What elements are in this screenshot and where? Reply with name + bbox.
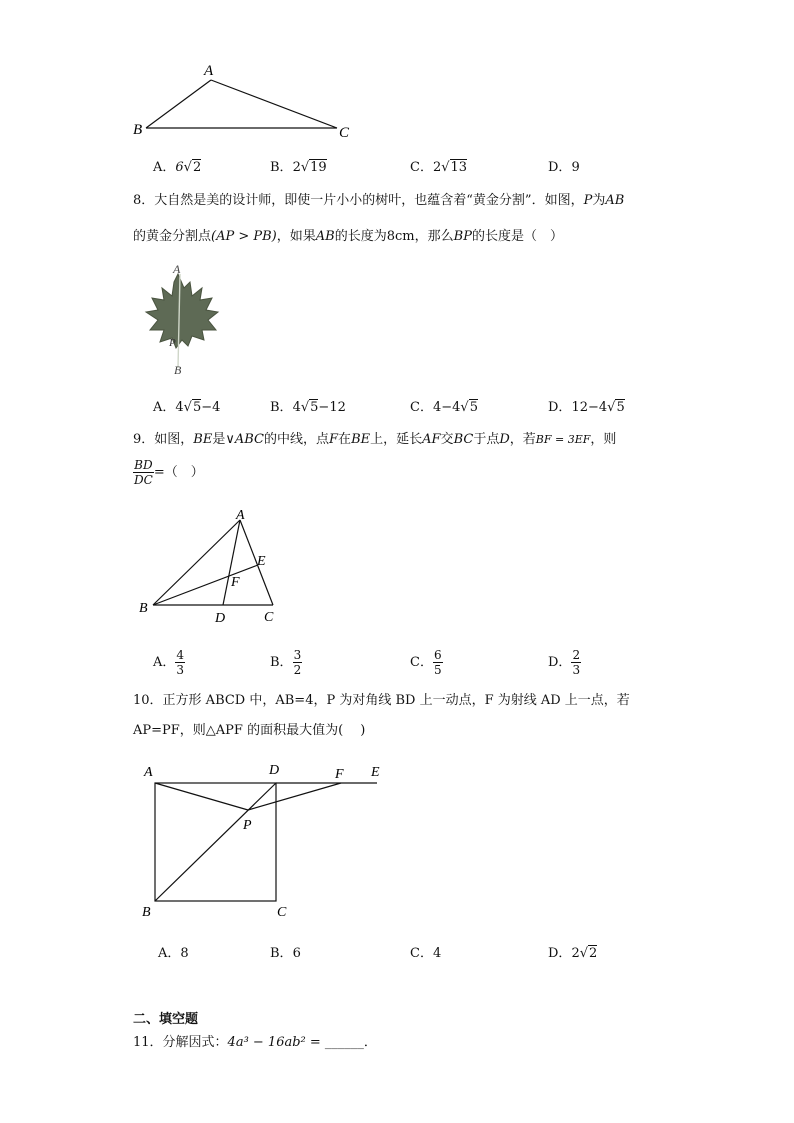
q10-option-a-text: 8 — [180, 946, 189, 961]
q9-option-c[interactable] — [410, 648, 443, 677]
q9-text-g: ，若 — [509, 432, 536, 447]
q10-option-d-coef: 2 — [571, 946, 580, 961]
q10-option-b[interactable] — [270, 942, 301, 961]
q8-var-p: P — [583, 193, 593, 208]
q9-triangle-figure — [133, 505, 293, 630]
q8-label-b: B — [174, 363, 182, 377]
q7-option-b-letter: B． — [270, 160, 293, 175]
q9-var-f: F — [329, 432, 339, 447]
q9-var-d: D — [499, 432, 510, 447]
q11-text-a: 11．分解因式： — [133, 1035, 228, 1050]
q10-label-b: B — [142, 905, 151, 920]
q10-label-d: D — [269, 763, 280, 778]
q8-option-c[interactable]: C．4−4√5 — [410, 400, 478, 415]
q7-option-c-letter: C． — [410, 160, 433, 175]
q8-option-c-letter: C． — [410, 400, 433, 415]
q9-label-b: B — [139, 601, 148, 616]
q7-option-a-coef: 6 — [175, 160, 184, 175]
q9-num: 9．如图， — [133, 432, 194, 447]
q8-line1-text-a: 8．大自然是美的设计师，即使一片小小的树叶，也蕴含着“黄金分割”．如图， — [133, 193, 584, 208]
q7-option-a-radicand: 2 — [192, 160, 202, 175]
q7-option-d-letter: D． — [548, 160, 572, 175]
q8-line1 — [133, 192, 624, 210]
q9-text-b: 的中线，点 — [264, 432, 330, 447]
q9-label-c: C — [264, 610, 274, 625]
q10-option-c-letter: C． — [410, 946, 433, 961]
section-heading-fill-blank: 二、填空题 — [133, 1012, 199, 1027]
q9-text-d: 上，延长 — [370, 432, 423, 447]
q8-line2-text-b: ，如果 — [276, 229, 316, 244]
q9-option-a[interactable] — [153, 648, 185, 677]
q8-condition: (AP > PB) — [211, 229, 277, 244]
q9-side-ab — [153, 520, 240, 605]
q9-option-b[interactable] — [270, 648, 302, 677]
q9-text-e: 交 — [440, 432, 454, 447]
q8-option-b-post: −12 — [318, 400, 346, 415]
q9-triangle-name: ∨ABC — [225, 432, 264, 447]
q9-option-c-letter: C． — [410, 655, 433, 670]
q7-option-b[interactable]: B．2√19 — [270, 160, 327, 175]
q8-option-d-letter: D． — [548, 400, 572, 415]
q11-line — [133, 1034, 377, 1052]
q9-text-a: 是 — [212, 432, 226, 447]
q11-expression: 4a³ − 16ab² = — [227, 1035, 325, 1050]
q8-label-p: P — [169, 337, 176, 349]
q10-option-d-letter: D． — [548, 946, 572, 961]
q7-label-c: C — [339, 125, 350, 141]
q9-option-a-letter: A． — [153, 655, 176, 670]
q8-var-bp: BP — [453, 229, 472, 244]
q9-var-be: BE — [193, 432, 213, 447]
q8-leaf-shape — [146, 274, 218, 348]
q10-label-e: E — [371, 765, 380, 780]
q9-option-b-den: 2 — [293, 663, 302, 677]
q8-length: 8cm — [386, 229, 415, 244]
q7-side-ab — [146, 80, 211, 128]
q9-var-be2: BE — [351, 432, 371, 447]
q9-label-d: D — [215, 611, 226, 626]
q8-option-a-pre: 4 — [175, 400, 184, 415]
q10-option-c-text: 4 — [432, 946, 442, 961]
q7-option-b-coef: 2 — [292, 160, 301, 175]
q9-ratio-num: BD — [134, 458, 153, 472]
q8-option-b-letter: B． — [270, 400, 293, 415]
q9-text-f: 于点 — [473, 432, 500, 447]
q9-segment-be — [153, 565, 258, 605]
q10-option-b-letter: B． — [270, 946, 293, 961]
q8-option-d-pre: 12−4 — [571, 400, 608, 415]
q9-label-a: A — [236, 508, 245, 523]
q10-square-figure — [133, 758, 393, 923]
q9-condition: BF = 3EF — [535, 433, 591, 446]
q8-option-a-radicand: 5 — [192, 400, 202, 415]
q10-option-d-radicand: 2 — [589, 946, 598, 961]
q8-option-a-post: −4 — [201, 400, 221, 415]
q9-option-b-num: 3 — [293, 648, 302, 662]
q7-label-b: B — [133, 122, 143, 138]
q7-triangle-figure — [125, 58, 365, 142]
q7-option-c-coef: 2 — [432, 160, 442, 175]
q10-option-c[interactable] — [410, 942, 441, 961]
q7-option-a-letter: A． — [153, 160, 176, 175]
q7-option-c[interactable]: C．2√13 — [410, 160, 468, 175]
q10-label-p: P — [243, 818, 252, 833]
q9-option-d[interactable] — [548, 648, 581, 677]
q9-label-e: E — [257, 554, 266, 569]
q7-option-d[interactable] — [548, 156, 580, 175]
q9-ratio-tail: =（ ） — [153, 465, 204, 480]
q8-label-a: A — [173, 262, 181, 276]
q8-option-a[interactable]: A．4√5−4 — [153, 400, 221, 415]
q10-option-a[interactable] — [158, 942, 189, 961]
q9-var-af: AF — [422, 432, 441, 447]
q9-option-a-fraction — [175, 648, 185, 677]
q8-line2-text-a: 的黄金分割点 — [133, 229, 212, 244]
q9-var-bc: BC — [453, 432, 474, 447]
q9-option-c-fraction — [433, 648, 443, 677]
q8-option-d-radicand: 5 — [616, 400, 625, 415]
q8-option-b-pre: 4 — [292, 400, 301, 415]
q9-option-a-den: 3 — [176, 663, 185, 677]
q9-option-c-num: 6 — [433, 648, 442, 662]
q10-segment-ap — [155, 783, 248, 810]
q9-option-c-den: 5 — [433, 663, 442, 677]
q9-option-d-fraction — [571, 648, 581, 677]
q8-option-b-radicand: 5 — [310, 400, 319, 415]
q8-line2-var-ab: AB — [315, 229, 335, 244]
q7-option-b-radicand: 19 — [310, 160, 327, 175]
q9-option-a-num: 4 — [176, 648, 185, 662]
q7-option-a[interactable]: A．6√2 — [153, 160, 202, 175]
q8-maple-leaf-figure — [138, 260, 228, 380]
q8-option-a-letter: A． — [153, 400, 176, 415]
q10-label-a: A — [144, 765, 153, 780]
q9-option-d-num: 2 — [572, 648, 581, 662]
q8-option-d[interactable]: D．12−4√5 — [548, 400, 625, 415]
q9-text-c: 在 — [338, 432, 352, 447]
q8-line2-text-c: 的长度为 — [334, 229, 387, 244]
q7-option-c-radicand: 13 — [450, 160, 468, 175]
q9-segment-ad — [223, 520, 240, 605]
q7-side-ac — [211, 80, 337, 128]
q8-option-c-radicand: 5 — [469, 400, 478, 415]
q8-option-b[interactable]: B．4√5−12 — [270, 400, 346, 415]
q7-label-a: A — [204, 63, 214, 79]
q10-line1: 10．正方形 ABCD 中，AB=4，P 为对角线 BD 上一动点，F 为射线 AD 上一点，若 — [133, 693, 630, 708]
q9-option-d-letter: D． — [548, 655, 572, 670]
q11-blank[interactable]: ______ — [324, 1035, 364, 1050]
q9-label-f: F — [231, 575, 240, 590]
q9-ratio-den: DC — [134, 473, 153, 487]
q9-line1 — [133, 431, 616, 449]
q9-option-b-fraction — [293, 648, 303, 677]
q10-option-b-text: 6 — [292, 946, 301, 961]
q9-option-b-letter: B． — [270, 655, 293, 670]
q10-line2: AP=PF，则△APF 的面积最大值为( ) — [133, 723, 366, 738]
q10-option-a-letter: A． — [158, 946, 181, 961]
q10-label-f: F — [335, 767, 344, 782]
q8-line2 — [133, 228, 563, 246]
q9-text-h: ，则 — [590, 432, 617, 447]
q9-line2 — [133, 458, 204, 487]
q8-option-c-pre: 4−4 — [432, 400, 461, 415]
q10-option-d[interactable]: D．2√2 — [548, 946, 598, 961]
q8-line2-text-e: 的长度是（ ） — [471, 229, 563, 244]
q9-ratio-fraction — [133, 458, 154, 487]
q11-tail: ． — [363, 1035, 377, 1050]
q9-option-d-den: 3 — [572, 663, 581, 677]
q8-line2-text-d: ，那么 — [414, 229, 454, 244]
q8-line1-text-b: 为 — [592, 193, 606, 208]
q8-var-ab: AB — [605, 193, 625, 208]
q10-label-c: C — [277, 905, 287, 920]
q7-option-d-text: 9 — [571, 160, 580, 175]
